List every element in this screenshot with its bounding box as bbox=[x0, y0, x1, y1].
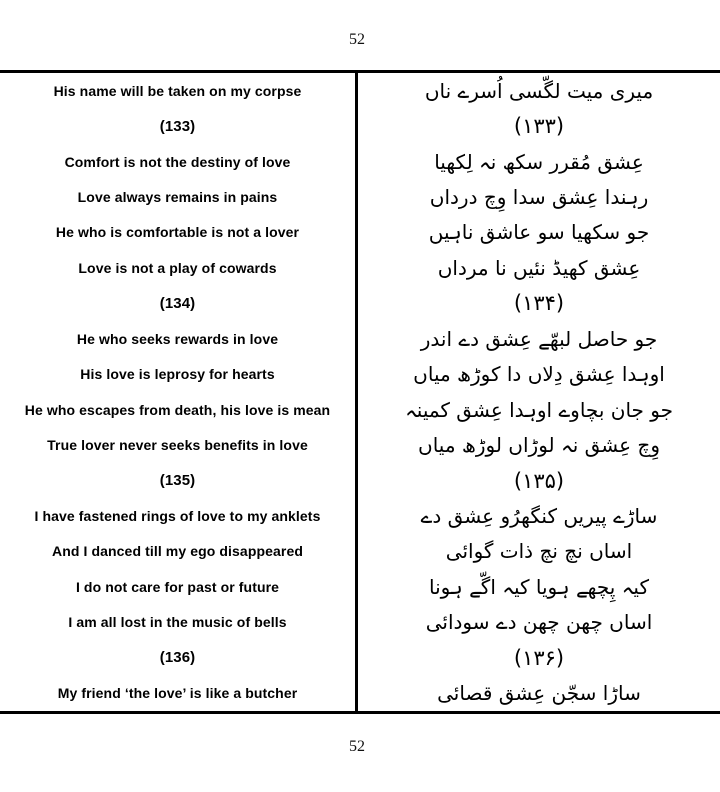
english-verse-line: He who seeks rewards in love bbox=[0, 321, 358, 356]
urdu-verse-line: جو حاصل لبھّے عِشق دے اندر bbox=[420, 326, 658, 351]
english-verse-line: He who is comfortable is not a lover bbox=[0, 215, 358, 250]
verse-number-urdu: (۱۳۴) bbox=[513, 291, 565, 316]
verse-row bbox=[0, 392, 720, 427]
verse-number-urdu: (۱۳۳) bbox=[513, 114, 565, 139]
verse-row bbox=[0, 179, 720, 214]
verse-row bbox=[0, 605, 720, 640]
urdu-verse-line: جو جان بچاوے اوہدا عِشق کمینہ bbox=[405, 397, 673, 422]
urdu-verse-line: ساڑا سجّن عِشق قصائی bbox=[437, 681, 641, 706]
page-number-top: 52 bbox=[349, 31, 365, 48]
urdu-verse-line: اساں نچ نچ ذات گوائی bbox=[445, 539, 633, 564]
verse-number-row bbox=[0, 640, 720, 675]
verse-number-english: (135) bbox=[0, 463, 358, 498]
urdu-verse-line: میری میت لگّسی اُسرے ناں bbox=[424, 78, 654, 103]
verse-row bbox=[0, 73, 720, 108]
verse-row bbox=[0, 144, 720, 179]
urdu-verse-line: اساں چھن چھن دے سودائی bbox=[425, 610, 653, 635]
verse-row bbox=[0, 427, 720, 462]
english-verse-line: My friend ‘the love’ is like a butcher bbox=[0, 675, 358, 710]
english-verse-line: I have fastened rings of love to my anklets bbox=[0, 498, 358, 533]
urdu-verse-line: اوہدا عِشق دِلاں دا کوڑھ میاں bbox=[413, 362, 665, 387]
verse-row bbox=[0, 250, 720, 285]
english-verse-line: True lover never seeks benefits in love bbox=[0, 427, 358, 462]
verse-row bbox=[0, 534, 720, 569]
page-number-bottom: 52 bbox=[349, 738, 365, 755]
verse-row bbox=[0, 357, 720, 392]
verse-row bbox=[0, 675, 720, 710]
verse-number-row bbox=[0, 108, 720, 143]
verse-number-urdu: (۱۳۵) bbox=[513, 468, 565, 493]
urdu-verse-line: وِچ عِشق نہ لوڑاں لوڑھ میاں bbox=[418, 433, 661, 458]
verse-row bbox=[0, 215, 720, 250]
urdu-verse-line: عِشق مُقرر سکھ نہ لِکھیا bbox=[434, 149, 644, 174]
english-verse-line: His love is leprosy for hearts bbox=[0, 357, 358, 392]
english-verse-line: Love is not a play of cowards bbox=[0, 250, 358, 285]
verse-table bbox=[0, 70, 720, 714]
verse-row bbox=[0, 321, 720, 356]
english-verse-line: His name will be taken on my corpse bbox=[0, 73, 358, 108]
urdu-verse-line: کیہ پِچھے ہویا کیہ اگّے ہونا bbox=[429, 574, 649, 599]
english-verse-line: He who escapes from death, his love is mean bbox=[0, 392, 358, 427]
urdu-verse-line: ساڑے پیریں کنگھرُو عِشق دے bbox=[420, 503, 658, 528]
english-verse-line: I am all lost in the music of bells bbox=[0, 605, 358, 640]
verse-number-row bbox=[0, 463, 720, 498]
verse-number-row bbox=[0, 286, 720, 321]
urdu-verse-line: جو سکھیا سو عاشق ناہیں bbox=[428, 220, 650, 245]
verse-row bbox=[0, 498, 720, 533]
urdu-verse-line: عِشق کھیڈ نئیں نا مرداں bbox=[437, 255, 641, 280]
english-verse-line: I do not care for past or future bbox=[0, 569, 358, 604]
english-verse-line: Comfort is not the destiny of love bbox=[0, 144, 358, 179]
verse-number-english: (133) bbox=[0, 108, 358, 143]
english-verse-line: And I danced till my ego disappeared bbox=[0, 534, 358, 569]
english-verse-line: Love always remains in pains bbox=[0, 179, 358, 214]
verse-row bbox=[0, 569, 720, 604]
urdu-verse-line: رہندا عِشق سدا وِچ درداں bbox=[429, 185, 649, 210]
verse-number-urdu: (۱۳۶) bbox=[513, 645, 565, 670]
verse-number-english: (134) bbox=[0, 286, 358, 321]
verse-number-english: (136) bbox=[0, 640, 358, 675]
